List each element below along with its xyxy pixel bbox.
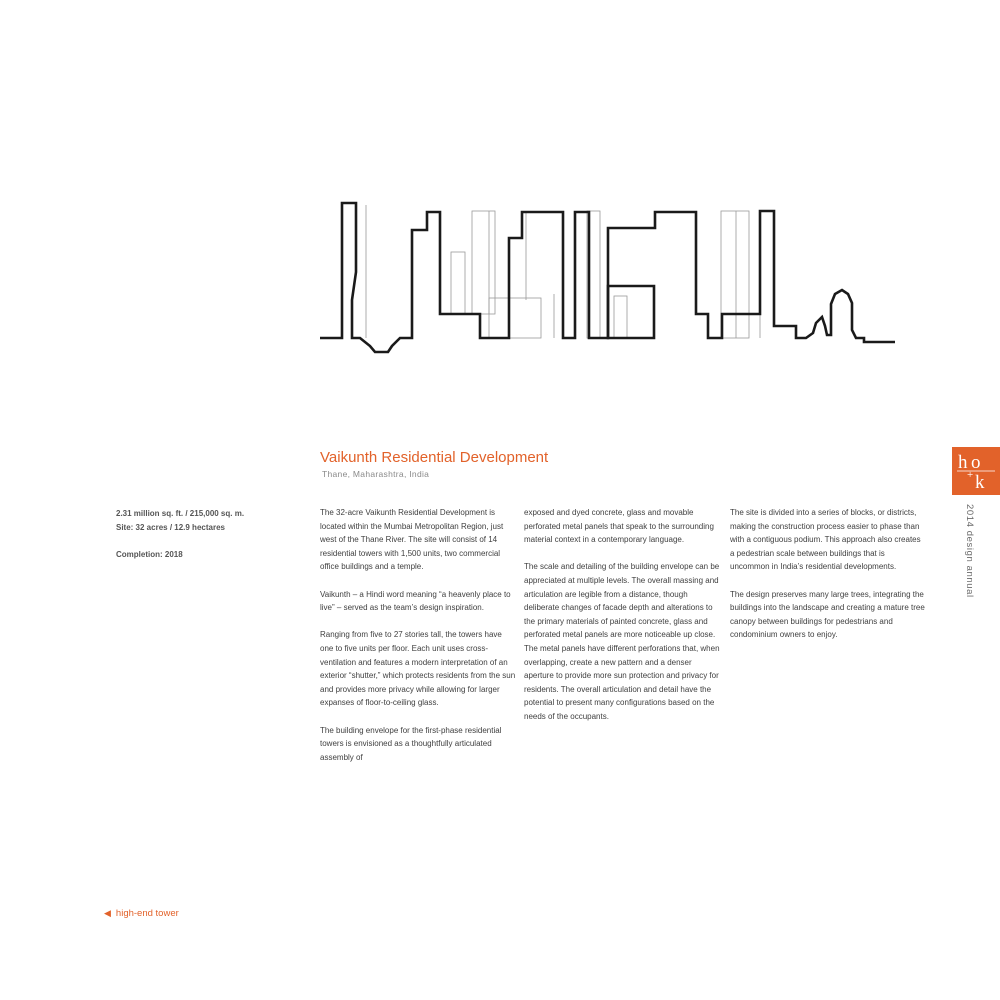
hok-logo-icon — [952, 447, 1000, 495]
project-stats — [116, 507, 296, 562]
stat-completion: Completion: 2018 — [116, 550, 183, 559]
svg-text:o: o — [971, 452, 981, 473]
paragraph: The 32-acre Vaikunth Residential Development is located within the Mumbai Metropolitan Region, just west of the Thane River. The site will consist of 14 residential towers with 1,500 units, two commercial office buildings and a temple. — [320, 508, 504, 572]
paragraph: The scale and detailing of the building envelope can be appreciated at multiple levels. The overall massing and articulation are legible from a distance, though deliberate changes of facade depth and alterations to the primary materials of painted concrete, glass and perforated metal panels are more noticeable up close. The metal panels have different perforations that, when overlapping, create a new pattern and a denser aperture to provide more sun protection and privacy for residents. The overall articulation and detail have the potential to present many configurations based on the needs of the occupants. — [524, 562, 720, 721]
annual-label: 2014 design annual — [964, 504, 975, 598]
stat-area: 2.31 million sq. ft. / 215,000 sq. m. — [116, 509, 245, 518]
hok-logo — [952, 447, 1000, 495]
left-triangle-icon: ◀ — [104, 908, 111, 918]
paragraph: The site is divided into a series of blocks, or districts, making the construction process easier to phase than with a contiguous podium. This approach also creates a pedestrian scale between buildings that is uncommon in India’s residential developments. — [730, 508, 921, 572]
stat-site: Site: 32 acres / 12.9 hectares — [116, 522, 225, 532]
svg-text:+: + — [967, 469, 974, 481]
paragraph: The building envelope for the first-phase residential towers is envisioned as a thoughtfully articulated assembly of — [320, 725, 502, 762]
paragraph: Ranging from five to 27 stories tall, the towers have one to five units per floor. Each unit uses cross-ventilation and features a modern interpretation of an exterior “shutter,” which protects residents from the sun and provides more privacy while allowing for larger expanses of floor-to-ceiling glass. — [320, 630, 516, 708]
svg-text:k: k — [975, 472, 985, 493]
paragraph: exposed and dyed concrete, glass and movable perforated metal panels that speak to the surrounding material context in a contemporary language. — [524, 508, 714, 545]
paragraph: Vaikunth – a Hindi word meaning “a heavenly place to live” – served as the team’s design inspiration. — [320, 589, 511, 613]
body-column-1 — [320, 506, 516, 778]
project-location: Thane, Maharashtra, India — [322, 469, 430, 479]
body-column-3 — [730, 506, 926, 656]
footer-link-label: high-end tower — [115, 908, 179, 919]
footer-nav-link[interactable] — [104, 908, 179, 919]
body-column-2 — [524, 506, 720, 737]
page-title: Vaikunth Residential Development — [320, 449, 549, 466]
skyline-illustration — [318, 198, 900, 358]
svg-text:h: h — [958, 452, 968, 473]
paragraph: The design preserves many large trees, integrating the buildings into the landscape and creating a mature tree canopy between buildings for pedestrians and condominium owners to enjoy. — [730, 589, 925, 640]
